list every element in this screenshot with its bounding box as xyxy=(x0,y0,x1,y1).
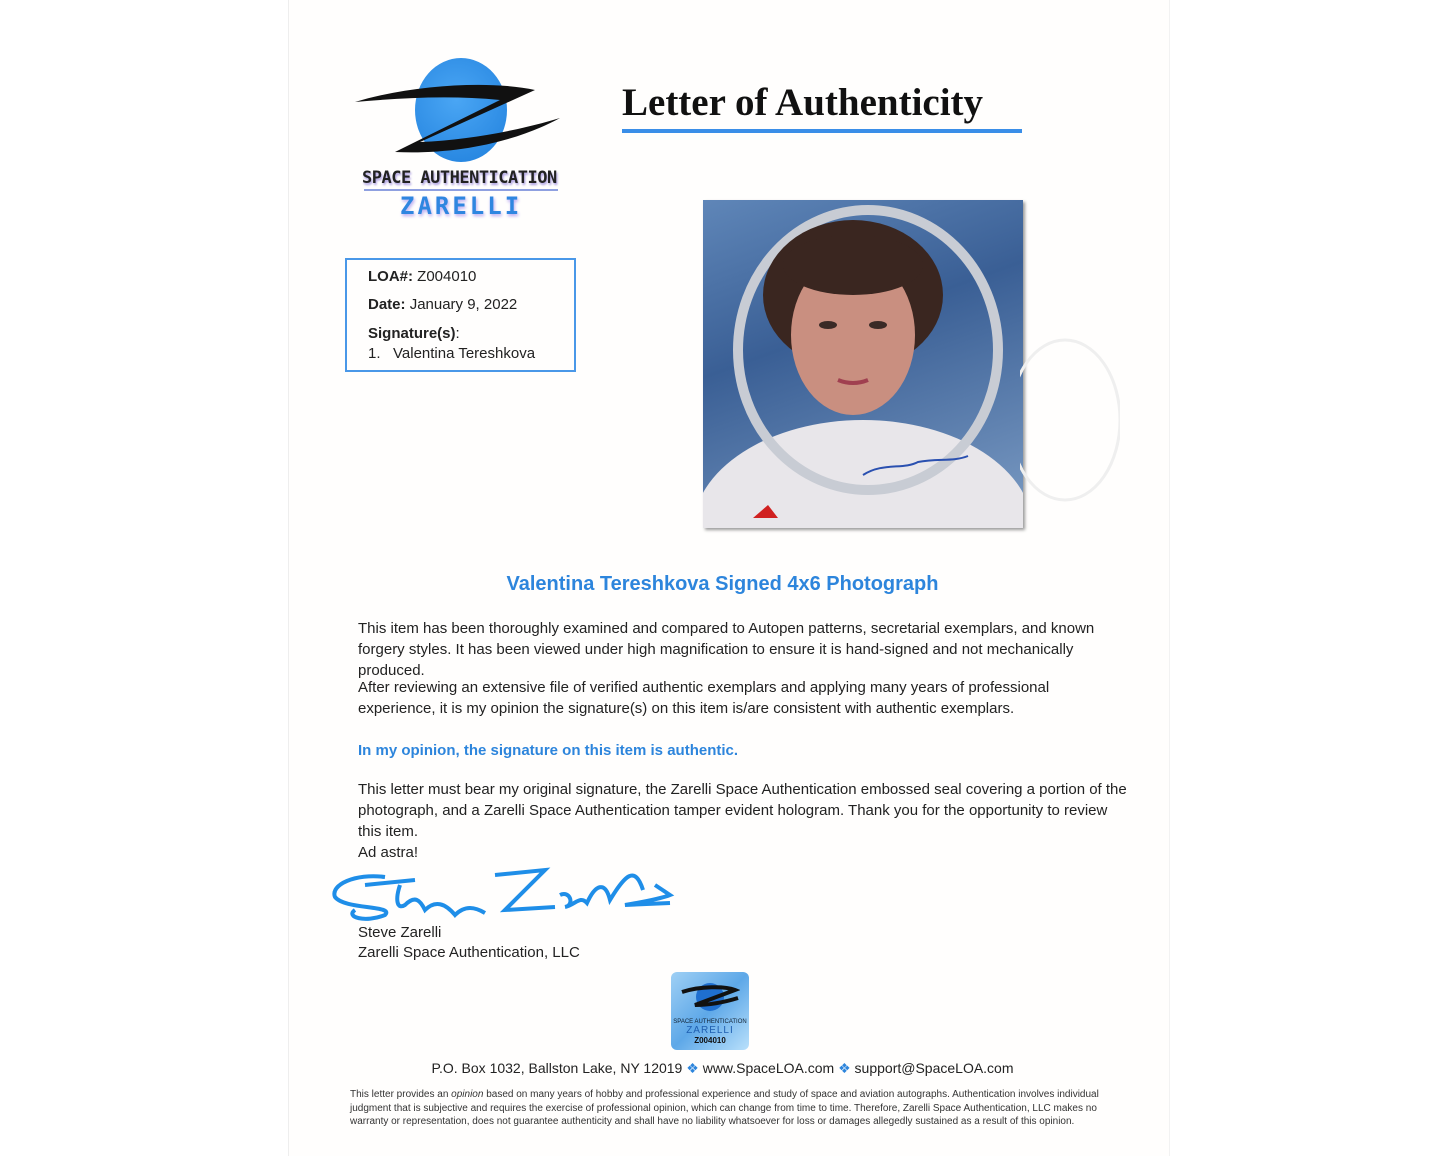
salutation: Ad astra! xyxy=(358,844,419,861)
logo-text-space-authentication: SPACE AUTHENTICATION xyxy=(362,168,557,188)
diamond-icon: ❖ xyxy=(686,1060,699,1076)
disclaimer-text-2: based on many years of hobby and professional experience and study of space and aviation autographs. Authentication involves individual judgment that is subjective and requires the exercise of professional opinion, which can change from time to time. Therefore, Zarelli Space Authentication, LLC makes no warranty or representation, does not guarantee authenticity and shall have no liability whatsoever for loss or damages allegedly sustained as a result of this opinion. xyxy=(350,1089,1099,1127)
date-value: January 9, 2022 xyxy=(409,296,518,313)
paragraph-requirements: This letter must bear my original signature, the Zarelli Space Authentication embossed seal covering a portion of the photograph, and a Zarelli Space Authentication tamper evident hologram. Thank you for the opportunity to review this item. xyxy=(358,781,1127,840)
item-heading: Valentina Tereshkova Signed 4x6 Photograph xyxy=(506,573,939,595)
title-underline xyxy=(622,129,1022,133)
signer-name: Steve Zarelli xyxy=(358,924,442,941)
email-link[interactable]: support@SpaceLOA.com xyxy=(854,1060,1014,1076)
astronaut-portrait xyxy=(703,200,1023,528)
signatures-label: Signature(s) xyxy=(368,325,456,342)
signatures-colon: : xyxy=(455,325,460,342)
logo-text-zarelli: ZARELLI xyxy=(400,192,523,220)
embossed-seal xyxy=(1020,330,1120,510)
website-link[interactable]: www.SpaceLOA.com xyxy=(702,1060,835,1076)
paragraph-opinion-basis: After reviewing an extensive file of verified authentic exemplars and applying many years of professional experience, it is my opinion the signature(s) on this item is/are consistent with authentic exemplars. xyxy=(358,679,1050,717)
loa-label: LOA#: xyxy=(368,268,413,285)
disclaimer-text-1: This letter provides an xyxy=(350,1089,452,1100)
logo-orbit-z-icon xyxy=(350,70,570,160)
signature-item: 1. Valentina Tereshkova xyxy=(368,345,536,362)
hologram-text-2: ZARELLI xyxy=(686,1025,734,1036)
signed-photograph xyxy=(703,200,1023,528)
hologram-code: Z004010 xyxy=(694,1036,726,1045)
disclaimer-emphasis: opinion xyxy=(451,1089,484,1100)
hologram-text-1: SPACE AUTHENTICATION xyxy=(673,1019,747,1025)
tamper-evident-hologram xyxy=(671,972,749,1050)
date-label: Date: xyxy=(368,296,406,313)
logo-divider xyxy=(364,189,558,191)
loa-number: Z004010 xyxy=(417,268,477,285)
handwritten-signature xyxy=(325,855,685,925)
hologram-logo-icon xyxy=(680,980,740,1014)
contact-address xyxy=(0,1060,1445,1077)
legal-disclaimer xyxy=(350,1088,1130,1129)
po-box: P.O. Box 1032, Ballston Lake, NY 12019 xyxy=(431,1060,683,1076)
page-title: Letter of Authenticity xyxy=(622,81,984,124)
loa-info-box xyxy=(345,258,576,372)
diamond-icon: ❖ xyxy=(838,1060,851,1076)
authentic-opinion: In my opinion, the signature on this item is authentic. xyxy=(358,742,739,759)
paragraph-examination: This item has been thoroughly examined and compared to Autopen patterns, secretarial exemplars, and known forgery styles. It has been viewed under high magnification to ensure it is hand-signed and not mechanically produced. xyxy=(358,620,1095,679)
signer-company: Zarelli Space Authentication, LLC xyxy=(358,944,580,961)
